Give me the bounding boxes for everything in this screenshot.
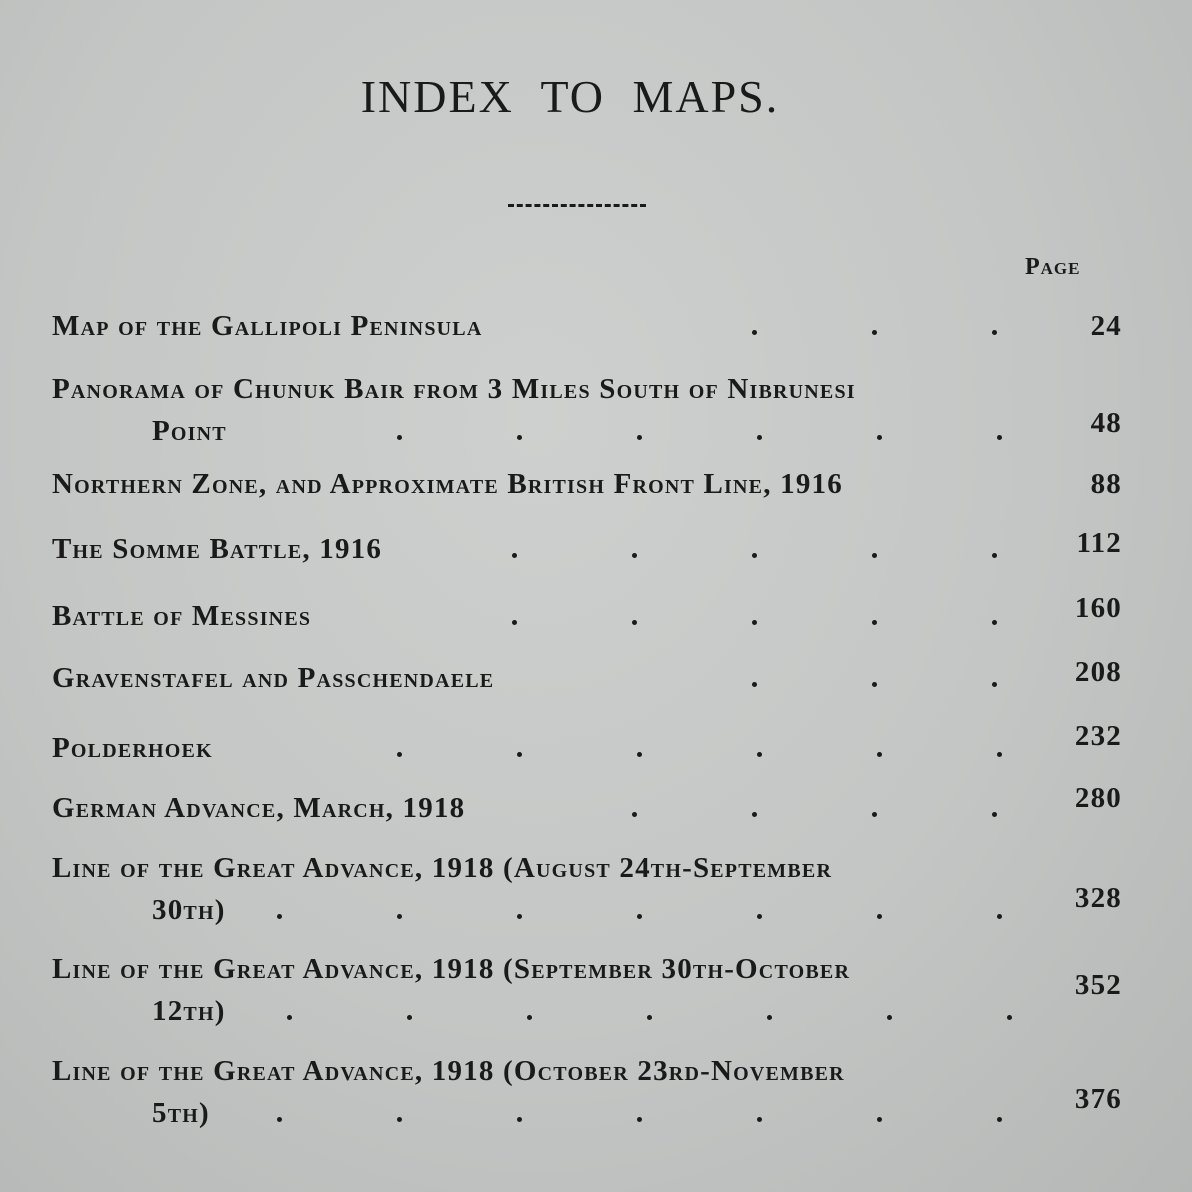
index-entry [52, 468, 1122, 510]
entry-title-line: Line of the Great Advance, 1918 (August 24th-September [52, 852, 833, 884]
dot-leader [52, 533, 1062, 575]
entry-title-line: 5th) [152, 1097, 210, 1129]
entry-page-number: 352 [1074, 969, 1122, 1001]
entry-title-line: 12th) [152, 995, 226, 1027]
entry-title-line: Line of the Great Advance, 1918 (September 30th-October [52, 953, 851, 985]
index-entry [52, 527, 1122, 575]
entry-title-line: Northern Zone, and Approximate British Front Line, 1916 [52, 468, 843, 500]
index-entry [52, 782, 1122, 834]
index-entry [52, 592, 1122, 642]
entry-title-line: 30th) [152, 894, 226, 926]
index-entry [52, 656, 1122, 704]
entry-page-number: 376 [1074, 1083, 1122, 1115]
entry-page-number: 280 [1074, 782, 1122, 814]
entry-title-line: Battle of Messines [52, 600, 312, 632]
entry-page-number: 88 [1090, 468, 1122, 500]
index-entry [52, 310, 1122, 352]
index-entry [52, 852, 1122, 936]
entry-title-line: Map of the Gallipoli Peninsula [52, 310, 483, 342]
dot-leader [52, 415, 1062, 457]
index-entry [52, 1055, 1122, 1139]
entry-page-number: 24 [1090, 310, 1122, 342]
entry-title-line: Point [152, 415, 227, 447]
page-column-header: Page [1025, 254, 1081, 280]
entry-page-number: 112 [1076, 527, 1122, 559]
entry-title-line: Polderhoek [52, 732, 213, 764]
dot-leader [52, 792, 1062, 834]
entry-title-line: Panorama of Chunuk Bair from 3 Miles South of Nibrunesi [52, 373, 856, 405]
dot-leader [52, 995, 1062, 1037]
dot-leader [52, 732, 1062, 774]
index-entry [52, 953, 1122, 1037]
entry-title-line: German Advance, March, 1918 [52, 792, 466, 824]
entry-page-number: 208 [1074, 656, 1122, 688]
index-entry [52, 373, 1122, 457]
entry-title-line: Gravenstafel and Passchendaele [52, 662, 495, 694]
dot-leader [52, 310, 1062, 352]
dot-leader [52, 1097, 1062, 1139]
page-title: INDEX TO MAPS. [360, 71, 780, 122]
entry-page-number: 160 [1074, 592, 1122, 624]
dot-leader [52, 662, 1062, 704]
entry-title-line: The Somme Battle, 1916 [52, 533, 383, 565]
index-entry [52, 720, 1122, 774]
entry-page-number: 48 [1090, 407, 1122, 439]
title-divider [508, 204, 646, 207]
entry-page-number: 232 [1074, 720, 1122, 752]
dot-leader [52, 894, 1062, 936]
entry-title-line: Line of the Great Advance, 1918 (October 23rd-November [52, 1055, 845, 1087]
entry-page-number: 328 [1074, 882, 1122, 914]
dot-leader [52, 600, 1062, 642]
